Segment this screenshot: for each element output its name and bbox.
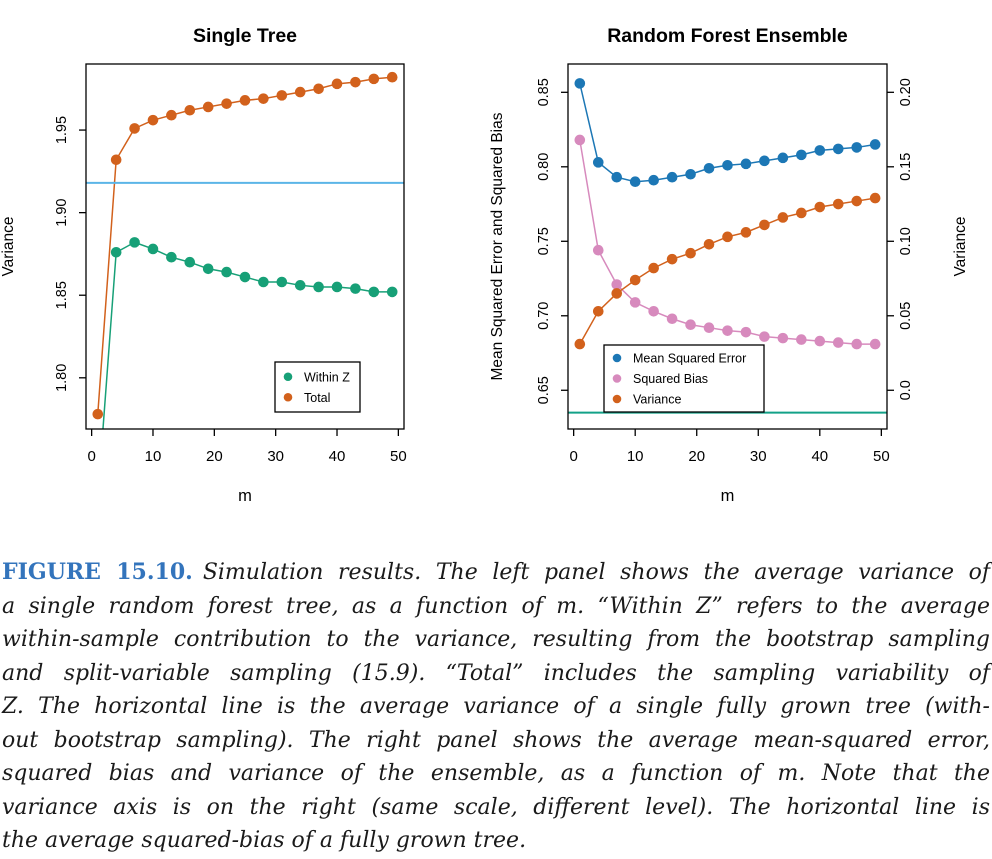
data-point (350, 77, 361, 88)
data-point (741, 227, 752, 238)
series-lines (580, 83, 875, 344)
data-point (667, 172, 678, 183)
data-point (704, 239, 715, 250)
data-point (796, 334, 807, 345)
panel-title: Single Tree (192, 25, 298, 47)
legend-marker-mean-squared-error (613, 354, 622, 363)
data-point (722, 232, 733, 243)
data-point (593, 157, 604, 168)
series-points (575, 78, 881, 349)
caption-line (2, 556, 990, 590)
legend-label-variance: Variance (633, 392, 682, 407)
data-point (851, 196, 862, 207)
data-point (129, 123, 140, 134)
data-point (870, 339, 881, 350)
y-axis-right-title: Variance (952, 216, 969, 277)
data-point (313, 282, 324, 293)
data-point (277, 90, 288, 101)
data-point (741, 159, 752, 170)
data-point (851, 339, 862, 350)
data-point (203, 263, 214, 274)
x-tick-label: 40 (811, 448, 829, 465)
figure-caption (2, 556, 990, 858)
data-point (166, 110, 177, 121)
figure-number-label: FIGURE 15.10. (2, 559, 193, 585)
y-axis-left (0, 116, 86, 392)
data-point (741, 327, 752, 338)
y-tick-label: 1.85 (54, 281, 70, 310)
legend (275, 362, 360, 412)
y-tick-label: 0.75 (536, 227, 552, 256)
x-tick-label: 50 (872, 448, 890, 465)
x-tick-label: 50 (390, 448, 407, 465)
data-point (778, 212, 789, 223)
data-point (870, 193, 881, 204)
data-point (593, 306, 604, 317)
data-point (111, 154, 122, 165)
data-point (815, 145, 826, 156)
data-point (295, 280, 306, 291)
data-point (387, 287, 398, 298)
line-variance (580, 198, 875, 344)
caption-line: variance axis is on the right (same scale, different level). The horizontal line is (2, 794, 990, 820)
data-point (630, 297, 641, 308)
data-point (704, 163, 715, 174)
y-tick-label: 0.80 (536, 152, 552, 181)
panel-random-forest-ensemble (489, 25, 969, 505)
data-point (778, 333, 789, 344)
data-point (851, 142, 862, 153)
y-tick-label: 0.05 (898, 301, 914, 330)
panel-single-tree (0, 25, 407, 505)
data-point (796, 150, 807, 161)
data-point (148, 115, 159, 126)
data-point (648, 306, 659, 317)
data-point (815, 336, 826, 347)
data-point (92, 493, 103, 504)
data-point (332, 79, 343, 90)
data-point (611, 172, 622, 183)
data-point (575, 339, 586, 350)
y-tick-label: 1.90 (54, 198, 70, 227)
x-tick-label: 10 (626, 448, 644, 465)
x-axis (569, 429, 889, 505)
data-point (630, 176, 641, 187)
data-point (387, 72, 398, 83)
legend-marker-total (284, 393, 293, 402)
data-point (667, 254, 678, 265)
data-point (203, 102, 214, 113)
legend (604, 345, 764, 412)
data-point (759, 220, 770, 231)
y-tick-label: 0.65 (536, 376, 552, 405)
data-point (369, 287, 380, 298)
data-point (350, 283, 361, 294)
data-point (833, 144, 844, 155)
data-point (648, 263, 659, 274)
data-point (148, 244, 159, 255)
caption-line: the average squared-bias of a fully grown tree. (2, 828, 527, 853)
legend-marker-variance (613, 395, 622, 404)
data-point (240, 272, 251, 283)
y-tick-label: 0.70 (536, 301, 552, 330)
x-tick-label: 20 (688, 448, 706, 465)
data-point (258, 93, 269, 104)
data-point (111, 247, 122, 258)
data-point (575, 78, 586, 89)
legend-label-total: Total (304, 390, 331, 405)
data-point (630, 275, 641, 286)
x-tick-label: 40 (328, 448, 346, 465)
y-tick-label: 0.10 (898, 227, 914, 256)
data-point (611, 288, 622, 299)
caption-line: Z. The horizontal line is the average variance of a single fully grown tree (with- (2, 694, 990, 719)
data-point (759, 331, 770, 342)
data-point (833, 199, 844, 210)
data-point (593, 245, 604, 256)
data-point (759, 156, 770, 167)
x-axis-title: m (720, 487, 735, 505)
data-point (685, 319, 696, 330)
data-point (332, 282, 343, 293)
data-point (778, 153, 789, 164)
data-point (184, 257, 195, 268)
data-point (240, 95, 251, 106)
y-axis-right (887, 78, 969, 400)
x-tick-label: 30 (267, 448, 285, 465)
data-point (295, 87, 306, 98)
caption-line: out bootstrap sampling). The right panel shows the average mean-squared error, (2, 727, 990, 753)
caption-line: a single random forest tree, as a function of m. “Within Z” refers to the average (2, 593, 990, 619)
y-tick-label: 0.0 (898, 380, 914, 401)
data-point (722, 325, 733, 336)
y-tick-label: 0.20 (898, 78, 914, 107)
data-point (313, 83, 324, 94)
data-point (129, 237, 140, 248)
data-point (833, 337, 844, 348)
data-point (166, 252, 177, 263)
caption-text: Simulation results. The left panel shows the average variance of (202, 560, 990, 585)
caption-line: squared bias and variance of the ensemble, as a function of m. Note that the (2, 761, 990, 786)
data-point (704, 322, 715, 333)
data-point (685, 169, 696, 180)
x-tick-label: 30 (749, 448, 767, 465)
x-tick-label: 0 (87, 448, 96, 465)
data-point (796, 208, 807, 219)
panel-title: Random Forest Ensemble (607, 25, 848, 47)
data-point (221, 98, 232, 109)
y-axis-title: Variance (0, 216, 17, 277)
data-point (815, 202, 826, 213)
legend-marker-squared-bias (613, 374, 622, 383)
caption-line: within-sample contribution to the variance, resulting from the bootstrap sampling (2, 627, 990, 652)
series-mean-squared-error (575, 78, 881, 187)
y-tick-label: 0.85 (536, 78, 552, 107)
data-point (575, 135, 586, 146)
caption-line: and split-variable sampling (15.9). “Total” includes the sampling variability of (2, 660, 990, 686)
data-point (258, 277, 269, 288)
legend-marker-within-z (284, 372, 293, 381)
y-axis-title: Mean Squared Error and Squared Bias (489, 112, 506, 381)
legend-label-squared-bias: Squared Bias (633, 372, 709, 386)
data-point (870, 139, 881, 150)
data-point (648, 175, 659, 186)
y-axis-left (489, 78, 568, 404)
data-point (92, 409, 103, 420)
y-tick-label: 1.80 (54, 363, 70, 392)
legend-label-within-z: Within Z (304, 370, 350, 385)
data-point (277, 277, 288, 288)
data-point (722, 160, 733, 171)
series-lines (98, 77, 392, 498)
data-point (184, 105, 195, 116)
x-tick-label: 10 (144, 448, 162, 465)
series-points (92, 72, 397, 504)
y-tick-label: 1.95 (54, 115, 70, 145)
data-point (221, 267, 232, 278)
legend-label-mean-squared-error: Mean Squared Error (633, 351, 747, 366)
x-axis-title: m (238, 487, 252, 505)
x-axis (87, 429, 406, 505)
data-point (667, 313, 678, 324)
data-point (685, 248, 696, 259)
y-tick-label: 0.15 (898, 152, 914, 181)
x-tick-label: 0 (569, 448, 578, 465)
x-tick-label: 20 (205, 448, 223, 465)
data-point (369, 74, 380, 85)
